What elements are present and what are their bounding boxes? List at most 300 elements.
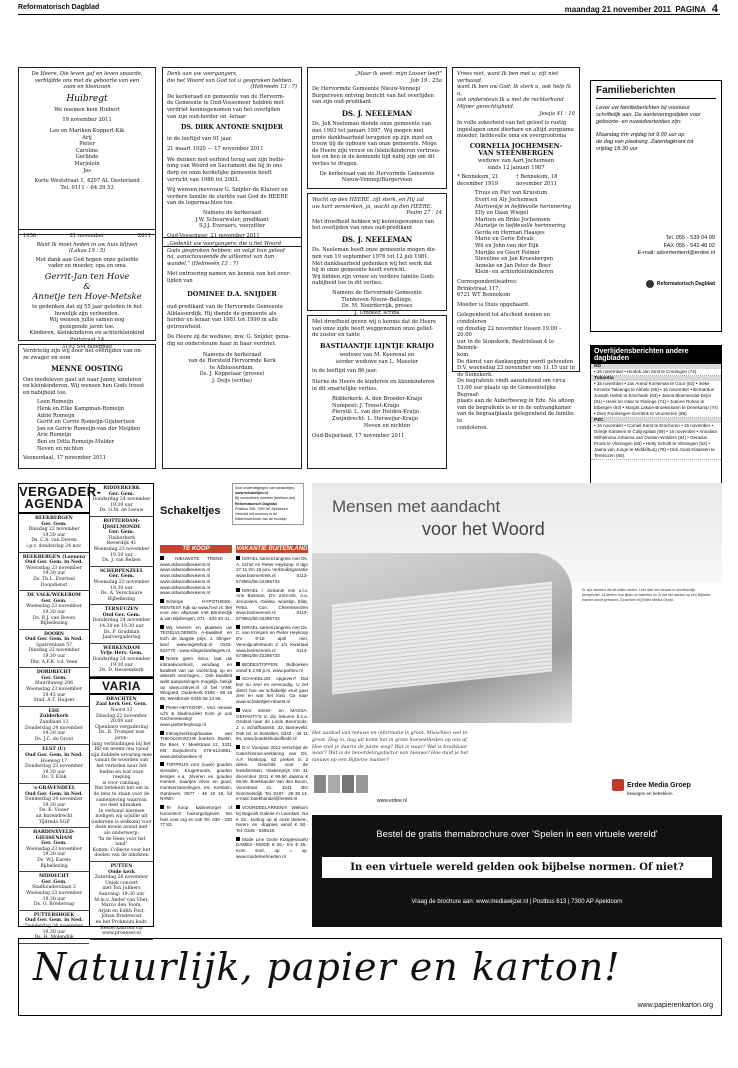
classified-ad (160, 731, 232, 760)
agenda-detail: Oud Ger. Gem. in Ned. (25, 560, 83, 566)
overview-entry: • 16 november • Hindrik Jan Smit te Croningen (74). (591, 369, 721, 376)
death-notice-snijder-1 (162, 67, 302, 247)
notice-verse: „Maar ik weet: mijn Losser leeft" Job 19 : 25a (354, 71, 442, 84)
classified-ad (160, 625, 232, 654)
agenda-detail: Hoeweg 17 (40, 758, 68, 764)
agenda-col-2 (90, 484, 153, 937)
agenda-detail: Wat betekent het om in (94, 786, 149, 792)
schakeltjes-col-left (160, 545, 232, 862)
agenda-detail: 19.30 uur (42, 731, 66, 737)
notice-verse: Wacht op den HEERE, zijt sterk, en Hij zal uw hart versterken, ja, wacht op den HEERE. Psalm 27 : 14 (312, 197, 442, 217)
agenda-place: 's-GRAVENDEEL (32, 785, 76, 791)
classified-ad (236, 745, 308, 802)
notice-body: We noemen hem Huibert 19 november 2011 Leo en Mariken Koppert-Kik Arij Pieter Caroline Gerlinde Marjolein Jos Korte Weststraat 1, 4207 AL Oesterland Tel. 0111 – 64 39 53 (34, 106, 140, 191)
agenda-place: PUTTERSHOEK (33, 912, 75, 918)
papier-headline: Natuurlijk, papier en karton! (33, 945, 621, 989)
anniversary-dates: 1956 21 november 2011 (23, 233, 151, 239)
classified-ad (160, 805, 232, 828)
notice-intro: Met dank aan God hopen onze geliefde vader en moeder, opa en oma (35, 256, 139, 270)
overview-entry: • 15 november • Jan Arend Koeleman te Goor (63) • Ineke Kinneloi-Taleenga te Almelo (66) • 16 november • Bernardus Joseph Holink te Enschede (83) • Janna Bloemendal-Drijer (81) • Henk ter Haar te Flaringe (74) • Joanne Rohan te Elbergen (93) • Margrit Lakule-Broeksmann te Denekamp (74) • Dien Roolsregen-Gerritink te Vroomeren (88). (591, 381, 721, 418)
agenda-entry (90, 567, 153, 606)
deceased-sub: weduwe van M. Koorenal en eerder weduwe van L. Moester (335, 352, 419, 365)
info-title: Familieberichten (596, 85, 716, 99)
overview-section-label: ND (591, 364, 721, 369)
family-list: Truus en Piet van Kruistum Evert en Aly Jochemsen Martientje in liefdevolle herinnering Elly en Daan Wiegel Martien en Brike Jochemsen Marietje in liefdevolle herinnering Gerda en Herman Haasjes Marie en Gerie Edvals Wil en John van der Eijk Marijke en Geert Polmer Steveline en Jan Kroesbergen Anneke en Jan Peter de Boer Klein- en achterkleinkinderen (475, 190, 571, 276)
classified-ad (160, 762, 232, 802)
couple-name-2: Annetje ten Hove-Metske (32, 291, 142, 302)
agenda-detail: Dinsdag 22 november (28, 527, 80, 533)
agenda-entry (19, 828, 89, 872)
classified-ad (236, 805, 308, 834)
agenda-detail: Uniek concert (105, 880, 138, 886)
notice-verse: Vrees niet, want Ik ben met u; zijt niet verbaasd, want Ik ben uw God; Ik sterk u, ook help Ik u, ook ondersteun Ik u met de rechterhand Mijner gerechtigheid. Jesaja 41 : 10 (457, 71, 575, 117)
deceased-name: DS. J. NEELEMAN (341, 234, 413, 244)
agenda-entry (19, 745, 89, 784)
agenda-entry (90, 484, 153, 517)
agenda-detail: Dinsdag 22 november (95, 713, 148, 719)
agenda-detail: Ds. T. Klok (41, 775, 67, 781)
phone-number: Tel. 055 - 539 04 99 (665, 235, 715, 241)
agenda-col-1 (19, 484, 102, 941)
agenda-detail: Ger. Gem. (41, 841, 67, 847)
agenda-entry (19, 591, 89, 630)
agenda-detail: Openbare vergadering (95, 724, 148, 730)
agenda-detail: deze mooie avond met (95, 825, 148, 831)
classified-ad (236, 662, 308, 673)
agenda-detail: Reverdijk 41 (106, 541, 137, 547)
birth-notice (18, 67, 156, 235)
agenda-detail: 19.30 uur (42, 571, 66, 577)
bullet-square-icon (236, 708, 240, 712)
agenda-detail: Oud Ger. Gem. in Ned. (25, 918, 83, 924)
classified-text: Neem geen risico, laat uw inbraakvoorkant, vandaag en kwaliteit van uw voorschap op en deksels voorzagen... Ook kwaliteit wekt aanpassingen mogelijk, bekijk op www.cinkvel.nl of bel VINK Wingoed, Ouderkerk 0188 - 69 18 86, Westbroek 0346-28 14 59. (160, 656, 232, 702)
agenda-detail: 19.30 uur (42, 802, 66, 808)
agenda-detail: Ds. B. Tromper was jaren- (98, 730, 145, 741)
agenda-detail: vanuit de woorden van (94, 758, 149, 764)
agenda-entry (19, 553, 89, 592)
classified-text: ISRAEL samenzangreis met Ds. C. van Krimpen en Pieter Heykoop DV 9-18 april mei, Vervolgcalentuum 2 1/4 Kwartaal www.bosmenreis.nl 0113-573861/06-22286733 (236, 624, 308, 659)
agenda-place: ELST (U) (42, 747, 66, 753)
contact-info (637, 235, 715, 258)
agenda-detail: Ds. J. van Belzen (102, 558, 141, 564)
family-list: Ridderkerk: A. den Broeder-Kraijo Numpeet: J. Troost-Kraijo Pierstil: L. van der Heiden-Kraijo Zwijndrecht: L. Herweijer-Kraijo Neven en nichten (332, 396, 423, 429)
classified-text: Te koop kabinetorgel of humorisch huisorgel/geven ten huis voor org en ook Tel. 030 - 330 77 83. (160, 805, 232, 828)
classified-ad (236, 556, 308, 585)
notice-intro: Verdrietig zijn wij door het overlijden van on- ze zwager en oom (23, 348, 143, 361)
bullet-square-icon (160, 762, 164, 766)
agenda-entry (90, 695, 153, 862)
bullet-square-icon (160, 705, 164, 709)
life-dates: * Benneksm, 21 december 1919 † Benneksm, 18 november 2011 (457, 174, 558, 187)
agenda-detail: als onderwerp: (104, 831, 139, 837)
agenda-detail: Ger. Gem. (108, 574, 135, 580)
agenda-entry (90, 862, 153, 940)
notice-body: De Hervormde Gemeente Nieuw-Vennep/ Burgerveen ontving bericht van het overlijden van zijn oud-predikant (312, 86, 434, 106)
rd-logo: Reformatorisch Dagblad (646, 280, 715, 288)
agenda-place: DE VALK/WEKEROM (27, 593, 81, 599)
page-date: maandag 21 november 2011 (564, 5, 671, 14)
ad-url[interactable]: www.erdee.nl (377, 798, 408, 804)
schakeltjes-left-items (160, 556, 232, 828)
agenda-detail: (iedereen is welkom) voor (91, 819, 152, 825)
newspaper-name: Reformatorisch Dagblad (18, 4, 100, 11)
agenda-place: BEEKBERGEN (Loenen) (22, 554, 86, 560)
agenda-detail: Ds. Th.L. Evertsel (33, 576, 75, 582)
agenda-detail: Woensdag 23 november (93, 579, 150, 585)
bullet-square-icon (236, 745, 240, 749)
agenda-place: MIDDECHT (38, 874, 70, 880)
agenda-place: DORDRECHT (36, 670, 72, 676)
classified-text: Pieter HEYKOOP... Ved. nieuwe cd's & bladmuziek! Kom je ook Gecheneknotig! www.pietterheykoop.nl (160, 704, 232, 727)
notice-footer: Oud-Vossemeer, 21 november 2011 (167, 232, 260, 239)
brochure-address: Vraag de brochure aan: www.mediawijzer.nl | Postbus 613 | 7300 AP Apeldoorn (411, 899, 623, 905)
bullet-square-icon (160, 656, 164, 660)
deceased-name: MENNE OOSTING (51, 364, 123, 374)
agenda-detail: Dhr. A.F.K. v.d. Veen (30, 659, 78, 665)
agenda-detail: Woensdag 23 november (26, 891, 82, 897)
notice-body: te gedenken dat zij 55 jaar geleden in het huwelijk zijn verbonden. Wij wensen jullie samen nog gezegende jaren toe. Kinderen, kleinkinderen en achterkleinkind Puitstraat 14 3193 SM Bloegplet (29, 303, 145, 350)
erdee-media-ad (312, 483, 722, 813)
couple-amp: & (83, 281, 91, 292)
agenda-detail: Vrije Herv. Gem. (100, 651, 143, 657)
agenda-detail: Ds. D. Hessemkerk (99, 668, 144, 674)
classified-text: - NIEUWSTE TREND - www.oldwoodkeukens.nl www.oldwoodkeukens.nl www.oldwoodkeukens.nl www.oldwoodkeukens.nl www.oldwoodkeukens.nl www.oldwoodkeukens.nl (160, 556, 232, 596)
classified-ad (236, 837, 308, 860)
bullet-square-icon (236, 662, 240, 666)
agenda-place: ROTTERDAM-IJSSELMONDE (102, 518, 141, 530)
schakeltjes-right-items (236, 556, 308, 859)
schakeltjes-columns (160, 545, 308, 862)
deceased-name: DS. DIRK ANTONIE SNIJDER (181, 124, 283, 132)
classified-text: Scherpe HYPOTHEEK-RENTES!! Kijk op www.hvvr.nl. Bel voor een afspraak met Bimmedijk & van Bijsbergen, 071 - 403 40 31. (160, 598, 232, 622)
agenda-detail: uit Barendrecht (35, 813, 73, 819)
classified-text: Inkoop/verkoop/taxatie van THEOLOGISCHE boeken. Boekh. De Boer, Y. Meelstraat 12, 3331 KB Zwijndrecht, 078-6124861, www.deboboeiken.nl (160, 730, 232, 759)
notice-body: Ons medeleven gaat uit naar Janny, kinderen en kleinkinderen. Wij wensen hen Gods troost en nabijheid toe. (23, 376, 145, 396)
death-notice-kraijo (307, 315, 447, 469)
anniversary-notice (18, 229, 156, 350)
info-times: Maandag t/m vrijdag tot 9.00 uur op de dag van plaatsing. Zaterdagkrant tot vrijdag 18.30 uur (596, 132, 694, 152)
agenda-detail: Ds. H. Molendijk (34, 935, 74, 941)
agenda-detail: met Ton Jubbers (102, 886, 141, 892)
death-notice-neeleman-2 (307, 193, 447, 316)
overview-section-label: PZC (591, 418, 721, 423)
agenda-place: SCHERPENZEEL (99, 568, 144, 574)
classified-ad (236, 588, 308, 622)
schakeltjes-col-right (236, 545, 308, 862)
notice-footer: Oud-Beijerland, 17 november 2011 (312, 433, 405, 440)
agenda-detail: Mauritsweg 206 (34, 681, 74, 687)
agenda-detail: Stadhouderslaan 2 (32, 885, 76, 891)
deceased-name: CORNELIA JOCHEMSEN- VAN STEENBERGEN (469, 141, 563, 158)
agenda-detail: 20.00 uur (110, 719, 133, 725)
page-section: PAGINA (675, 5, 706, 14)
agenda-detail: Ds. K. Visser (39, 808, 69, 814)
agenda-place: EDE (48, 708, 60, 714)
agenda-detail: Dinsdag 22 november (28, 648, 80, 654)
schakeltjes-section (160, 483, 308, 927)
agenda-detail: Zaal kerk Ger. Gem. (95, 702, 148, 708)
deceased-sub: weduwe van Aart Jochemsen sinds 12 januari 1987 (478, 157, 554, 171)
bullet-square-icon (236, 556, 240, 560)
agenda-place: DRACHTEN (106, 696, 137, 702)
agenda-detail: Tijdreda SGP (38, 819, 70, 825)
classified-ad (160, 705, 232, 728)
agenda-detail: RD en neemt ons vanaf (94, 747, 149, 753)
agenda-detail: Ds. G.M. de Leeuw (99, 508, 144, 514)
classified-ad (160, 599, 232, 622)
agenda-detail: 19.45 uur (42, 692, 66, 698)
agenda-entry (90, 605, 153, 644)
agenda-detail: M.m.v. Ander van Vliet, (94, 897, 149, 903)
deceased-name: BASTIAANTJE LIJNTJE KRAIJO (320, 341, 434, 350)
agenda-detail: nodigen wij u/jullie uit (95, 814, 148, 820)
agenda-detail: Sparrenlaan 57 (35, 642, 73, 648)
rd-logo-icon (646, 280, 654, 288)
correspondence-address: Correspondentieadres: Brinkstraat 117, 6721 WT Bennekom (457, 279, 518, 299)
erdee-logo: Erdee Media Groep bewegen en betrekken (612, 779, 716, 796)
notice-body: Met droefheid geven wij u kennis dat de Heere van onze zijde heeft weggenomen onze gelief- de zuster en tante (312, 319, 437, 339)
agenda-place: PUTTEN (110, 864, 133, 870)
agenda-detail: Stud. A.T. Huijser (33, 698, 75, 704)
agenda-detail: Woensdag 23 november (26, 687, 82, 693)
agenda-detail: Donderdag 24 november (92, 657, 151, 663)
agenda-detail: Oud Ger. Gem. in Ned. (25, 752, 83, 758)
bullet-square-icon (236, 588, 240, 592)
agenda-detail: In verband hiermee (98, 808, 145, 814)
info-text: Lever uw familieberichten bij voorkeur schriftelijk aan. De aanleveringstijden voor geboorte- en nuwadvertenties zijn: (596, 105, 701, 125)
agenda-detail: Ds. G. Brederoug (33, 902, 75, 908)
ad-headline-2: voor het Woord (422, 519, 545, 539)
agenda-detail: 19.30 uur (42, 532, 66, 538)
agenda-detail: Oud Ger. Gem. in Ned. (25, 637, 83, 643)
agenda-detail: Donderdag 24 november (25, 797, 83, 803)
bullet-square-icon (160, 731, 164, 735)
varia-entries (90, 695, 153, 940)
agenda-detail: Noord 12 (110, 708, 133, 713)
agenda-detail: heden en wat onze roeping (99, 769, 144, 781)
agenda-entry (90, 644, 153, 677)
papier-url[interactable]: www.papierenkarton.org (637, 1002, 713, 1009)
agenda-detail: 19.30 uur (42, 769, 66, 775)
agenda-detail: Zaterdag 26 november (94, 875, 149, 881)
agenda-detail: Oude kerk (108, 869, 135, 875)
notice-body: De kerkeraad en gemeente van de Hervorm- de Gemeente te Oud-Vossemeer hebben met verdriet kennisgenomen van het overlijden van zijn oud-herder en -leraar (167, 93, 285, 120)
agenda-entry (19, 784, 89, 828)
agenda-entry (19, 630, 89, 669)
notice-details: in de leeftijd van 86 jaar. Sterke de Heere de kinderen en kleinkinderen in dit smartelijke verlies. (312, 368, 435, 392)
notice-signature: Namens de kerkeraad J.W. Scheurwater, predikant S.J.J. Everaers, voorzitter (195, 210, 269, 230)
classified-text: SCHAKELIJN: opgeven? Dat kan nu snel en eenvoudig. U zet direct hoe uw schakeltje eruit gaat zien en wat het kost. Ga naar www.schakeltjes-rdtoest.nl (236, 676, 308, 705)
notice-details: Ds. Neeleman heeft onze gemeente mogen die- nen van 19 september 1976 tot 12 juli 1981. Met dankbaarheid gedenken wij het werk dat hij in onze gemeente heeft verricht. Wij bidden zijn vrouw en verdere familie Gods nabijheid toe in dit verlies. (312, 247, 437, 287)
deceased-name: DOMINEE D.A. SNIJDER (187, 289, 277, 298)
agenda-detail: het verleden naar het (96, 763, 147, 769)
agenda-entry (90, 517, 153, 567)
agenda-place: TERNEUZEN (104, 607, 139, 613)
mediawijzer-ad (312, 815, 722, 927)
bullet-square-icon (160, 625, 164, 629)
bullet-square-icon (236, 625, 240, 629)
agenda-detail: Ger. Gem. (108, 530, 135, 536)
notice-signature: Namens de kerkeraad van de Hersteld Hervormde Kerk te Alblasserdam, Ds. J. Koppelaar (preses) J. Deijs (scriba) (188, 351, 276, 384)
agenda-detail: Woensdag 23 november (93, 546, 150, 552)
bullet-square-icon (160, 556, 164, 560)
agenda-detail: samenleving waarvan (96, 797, 147, 803)
ad-quote: Het aanbod van nieuws en informatie is groot. Misschien wel te groot. Dag in, dag uit komt het in grote hoeveelheden op ons af. Hoe snel je daarin de juiste weg? Wat is waar? Wat is bruikbaar waar? Wat is de beoordelingsfactor van nieuws? Hoe duid je het nieuws op een Bijbelse manier? (312, 731, 469, 764)
agenda-detail: Zuiderkerk (39, 714, 69, 720)
agenda-detail: Ds. W.J. Karels (37, 858, 71, 864)
agenda-detail: Bijbellezing (107, 596, 136, 602)
bullet-square-icon (160, 805, 164, 809)
classified-text: Wij leveren en plaatsen uw TEGELVLOEREN A-kwaliteit en toch de laagste prijs. J. Slinger-land www.tegelshop.nl 0183-622770 - www.slingerlandtegels.nl (160, 624, 232, 653)
classified-ad (160, 656, 232, 702)
agenda-entry (19, 514, 89, 553)
agenda-detail: Jaarvergadering (102, 635, 141, 641)
agenda-entry (19, 872, 89, 911)
agenda-detail: Aanvang: 19.30 uur (98, 892, 145, 897)
classified-text: VOORDEELARKEN!!! Welkom bij Bagevik Galerie in Leerdam. Nu € 15,- korting op al onze dames-, heren- en -doppies vanaf € 50,- Tel. 0345 - 535518. (236, 805, 308, 833)
notice-verse: „Gedenkt uw voorgangers, die u het Woord Gods gesproken hebben; en volgt hun geloof na, aanschouwende de uitkomst van hun wandel." (Hebreeën 13 : 7) (167, 241, 285, 267)
bullet-square-icon (236, 676, 240, 680)
classified-text: ISRAEL samenzangreis met Ds. A. Schot en Pieter Heykoop. 9 dgn 27 11 t/m 16 juni. Verbruiksgarantie www.bosmenreis.nl 0113-573861/06-22286733 (236, 556, 308, 584)
familieberichten-info (590, 80, 722, 332)
agenda-detail: we deel uitmaken. (100, 803, 143, 809)
agenda-detail: Bestel kaarten via (100, 925, 143, 931)
agenda-detail: Donderdag 23 november (25, 764, 83, 770)
bible-photo (312, 553, 572, 723)
agenda-detail: Oud Ger. Gem. (102, 612, 141, 618)
agenda-detail: 19.30 uur (110, 585, 133, 591)
agenda-detail: en het Prokmuni kodr. (95, 919, 148, 925)
classified-text: Mode Line Grote Koopjesmarkt DAMES- MODE € 25,- t/m € 45,- Kom snel, op = op. www.modelinehoeden.nl (236, 836, 308, 859)
notice-details: in de leeftijd van 91 jaar. 21 maart 1920 — 17 november 2011 We denken met eerbied terug aan zijn bedie- ning van Woord en Sacrament die hij in ons dorp en onze kerkelijke gemeente heeft verricht van 1986 tot 2003. Wij wensen mevrouw G. Snijder-de Kluiver en verdere familie de sterkte van God de HEERE van de legermachten toe. (167, 135, 289, 207)
schakeltjes-header (160, 483, 308, 545)
schakeltjes-title: Schakeltjes (160, 505, 221, 517)
notice-signature: Namens de Hervormde Gemeente Tienhoven-Nieuw-Ballinge, Ds. M. Noordervijk, preses J. Umbeer, scriba (332, 290, 422, 316)
agenda-detail: www.proeeser.nl (102, 931, 141, 937)
agenda-detail: Ds. C.A. van Dieren (31, 538, 77, 544)
agenda-detail: Ger. Gem. (41, 879, 67, 885)
meeting-agenda (18, 483, 154, 941)
agenda-detail: i.p.v. donderdag 24 nov. (26, 543, 82, 549)
agenda-entries-2 (90, 484, 153, 677)
agenda-detail: doelen van de inkokten (94, 853, 149, 859)
agenda-detail: Johan Bredewout (101, 914, 142, 920)
agenda-detail: Ds. P. Grudman (103, 629, 140, 635)
schakeltjes-info: Voor onderdelgingen van schakeltjes: www.schakeltjes.nl Bij voorruitelen nummer (telefoon.net) Reformatorisch Dagblad Postbus 208, 7300 AE Apeldoorn Vermeld het nummer in de linkerbovenhoek van de envelop (232, 483, 304, 525)
bullet-square-icon (160, 599, 164, 603)
agenda-title: VERGADER- AGENDA (19, 484, 89, 514)
agenda-detail: is voor vandaag. (102, 780, 141, 786)
notice-footer: Veenendaal, 17 november 2011 (23, 455, 106, 462)
notice-details: oud-predikant van de Hervormde Gemeente Alblasserdijk. Hij diende de gemeente als herder en leraar van 1981 tot 1990 in alle getrouwheid. De Heere zij de weduwe, mw. G. Snijder, gena- dig en ondersteune haar in haar verdriet. (167, 304, 291, 348)
agenda-detail: 19.30 uur (42, 609, 66, 615)
agenda-detail: Thaborkerk (107, 535, 136, 541)
notice-verse: Denk aan uw voorgangers, die het Woord van God tot u gesproken hebben. (Hebreeën 13 : 7) (167, 71, 297, 91)
agenda-detail: 14.30 en 19.30 uur (99, 624, 144, 630)
deceased-name: DS. J. NEELEMAN (341, 108, 413, 118)
child-name: Huibregt (66, 93, 108, 104)
heading-te-koop: TE KOOP (160, 545, 232, 553)
papier-karton-ad (18, 938, 722, 1016)
couple-name-1: Gerrit-Jan ten Hove (44, 271, 130, 282)
agenda-detail: Donderdag 24 november (25, 725, 83, 731)
overview-list (591, 364, 721, 460)
notice-body: Met droefheid hebben wij kennisgenomen van het overlijden van onze oud-predikant (312, 218, 434, 232)
classified-text: Voor stress- en MASSA-GEPANTY'S in div. kleuren b.z.a. Orobtal naar de Linde Beermode, J. v. Schaffraartstr. 32, Barneveld. Ook tel. te bestellen, 0342 - 49 11 84, www.boedeshuisoflinde.nl (236, 707, 308, 742)
erdee-logo-icon (612, 779, 624, 791)
agenda-detail: 19.30 uur (110, 662, 133, 668)
agenda-detail: zijn dubbele ervaring mee (91, 752, 152, 758)
ad-small-text: Er zijn mensen die dit willen weten. Leer dan het nieuws in schriftuurlijk perspectief. Zij stellen hun tijden en talenten zo in dat het nieuws op een Bijbelse manier wordt gebracht. Zij werken bij Erdee Media Groep. (582, 588, 711, 602)
agenda-entries-1 (19, 514, 89, 944)
brochure-offer: Bestel de gratis themabrochure over 'Spelen in een virtuele wereld' (376, 829, 658, 840)
death-notice-jochemsen (452, 67, 580, 431)
agenda-detail: Arjan en Edith Post, (98, 908, 145, 914)
agenda-detail: Komm: Collecte voor het (92, 847, 151, 853)
notice-body: Met ontroering namen we kennis van het over- lijden van (167, 271, 291, 284)
agenda-detail: Marco den Toom, (101, 903, 142, 909)
agenda-detail: Woensdag 23 november (26, 846, 82, 852)
death-notice-snijder-2 (162, 237, 302, 469)
agenda-place: WERKENDAM (103, 645, 140, 651)
agenda-detail: Ds. A. Verschuure (100, 591, 143, 597)
agenda-detail: Oud Ger. Gem. in Ned. (25, 791, 83, 797)
agenda-place: DOORN (43, 631, 64, 637)
agenda-detail: Doopdienst (40, 582, 68, 588)
agenda-detail: Ger. Gem. (41, 675, 67, 681)
notice-body: In volle zekerheid van het geloof is rustig ingeslapen onze dierbare en altijd zorgzame moeder, liefdevolle oma en overgrootoma (457, 120, 574, 140)
agenda-detail: Donderdag 24 november (92, 618, 151, 624)
agenda-detail: Donderdag 24 november (92, 497, 151, 503)
agenda-detail: Ger. Gem. (108, 491, 135, 497)
agenda-detail: 19.30 uur (42, 929, 66, 935)
notice-intro: De Heere, Die leven gaf en leven spaarde, verblijdde ons met de geboorte van een zoon en kleinzoon (31, 71, 143, 91)
email-address[interactable]: E-mail: advertentierd@erdee.nl (637, 250, 715, 256)
ad-headline-1: Mensen met aandacht (332, 497, 501, 516)
agenda-detail: Bijbellezing (40, 863, 68, 869)
agenda-detail: "In de Hees voor het land" (97, 836, 146, 848)
classified-ad (160, 556, 232, 596)
fax-number: FAX 055 - 542 48 02 (663, 242, 715, 249)
classified-text: BIDDESTOFFEN: Bidboeken vanaf € 2,95 p.m. www.parttex.nl (236, 661, 308, 673)
death-notice-neeleman-1 (307, 67, 447, 189)
overview-section-label: Tubantia (591, 376, 721, 381)
funeral-details: Moeder is thuis opgebaard. Gelegenheid tot afscheid nemen en condoleren op dinsdag 22 november tussen 19.00 – 20.00 uur in de Sionskerk, Beatrixlaan 4 te Bennek- kom. De dienst van dankzegging wordt gehouden D.V. woensdag 23 november om 11.15 uur in de Sionskerk. De begrafenis vindt aansluitend om circa 13.00 uur plaats op de Gemeentelijke Begraaf- plaats aan de Auberbeewg in Ede. Na afloop van de begrafenis is er in de ontvangkamer van de begraafplaats gelegenheid de familie te condoleren. (457, 301, 575, 431)
agenda-entry (19, 707, 89, 746)
condolence-notice-oosting (18, 344, 156, 469)
agenda-detail: Woensdag 23 november (26, 565, 82, 571)
notice-signature: De kerkeraad van de Hervormde Gemeente Nieuw-Vennep/Burgerveen (319, 170, 435, 184)
agenda-place: RIDDERKERK (103, 486, 140, 491)
bullet-square-icon (236, 805, 240, 809)
classified-ad (236, 625, 308, 659)
bullet-square-icon (236, 837, 240, 841)
agenda-detail: Zandlaan 13 (39, 720, 69, 725)
overview-entry: • 16 november • Corniel Karst te Erschoren • 15 november • Grietje Kanteien te Colijnsplaat (89) • 16 november • Annalina Wilhelmina Johanna van Oosten-Wolders (84) • Geradus Pronk te Vlissingen (83) • Hetty Scholtl te Vlissingen (52) • Jaana van Junge te Middelburg (78) • Dirk Joost Klaassen te Temeuzen (80). (591, 423, 721, 460)
agenda-detail: 19.30 uur (42, 896, 66, 902)
mediawijzer-slogan: In een virtuele wereld gelden ook bijbelse normen. Of niet? (322, 857, 712, 878)
agenda-detail: Ger. Gem. (41, 521, 67, 527)
classified-text: D.V. Voorjaar 2012 verschijnt de Catechismus-verklaring van Ds. A.F. Honkoop. 52 preken in 2 delen. Geschikt voor de leesdiensten. Intekenprijs t/m 31 december 2011 € 59,90 daarna € 69,90. Boekhandel Van den Boom, Voorstraat 41, 3241 BG Sommelsdijk. Tel. 0187 - 48 30 14. e-mail: boekhandel@hetnet.nl (236, 745, 308, 802)
agenda-detail: Bijbellezing (40, 621, 68, 627)
agenda-place: HARDINXVELD-GIESSENDAM (33, 830, 75, 841)
agenda-place: BEEKBERGEN (35, 516, 73, 521)
agenda-detail: Ger. Gem. (41, 598, 67, 604)
agenda-detail: 19.30 uur (110, 502, 133, 508)
classified-text: ISRAEL / Jordanië reis o.l.v. Arie Bosman, DV 23/4-4/5, o.a. Jeruzalem, Galilea, woestijn, Eilat, Petra. Con. Chermisreizen www.bosmenreis.nl 0113-573861/06-22286733 (236, 587, 308, 622)
classified-ad (236, 676, 308, 705)
header-rule (18, 14, 720, 15)
